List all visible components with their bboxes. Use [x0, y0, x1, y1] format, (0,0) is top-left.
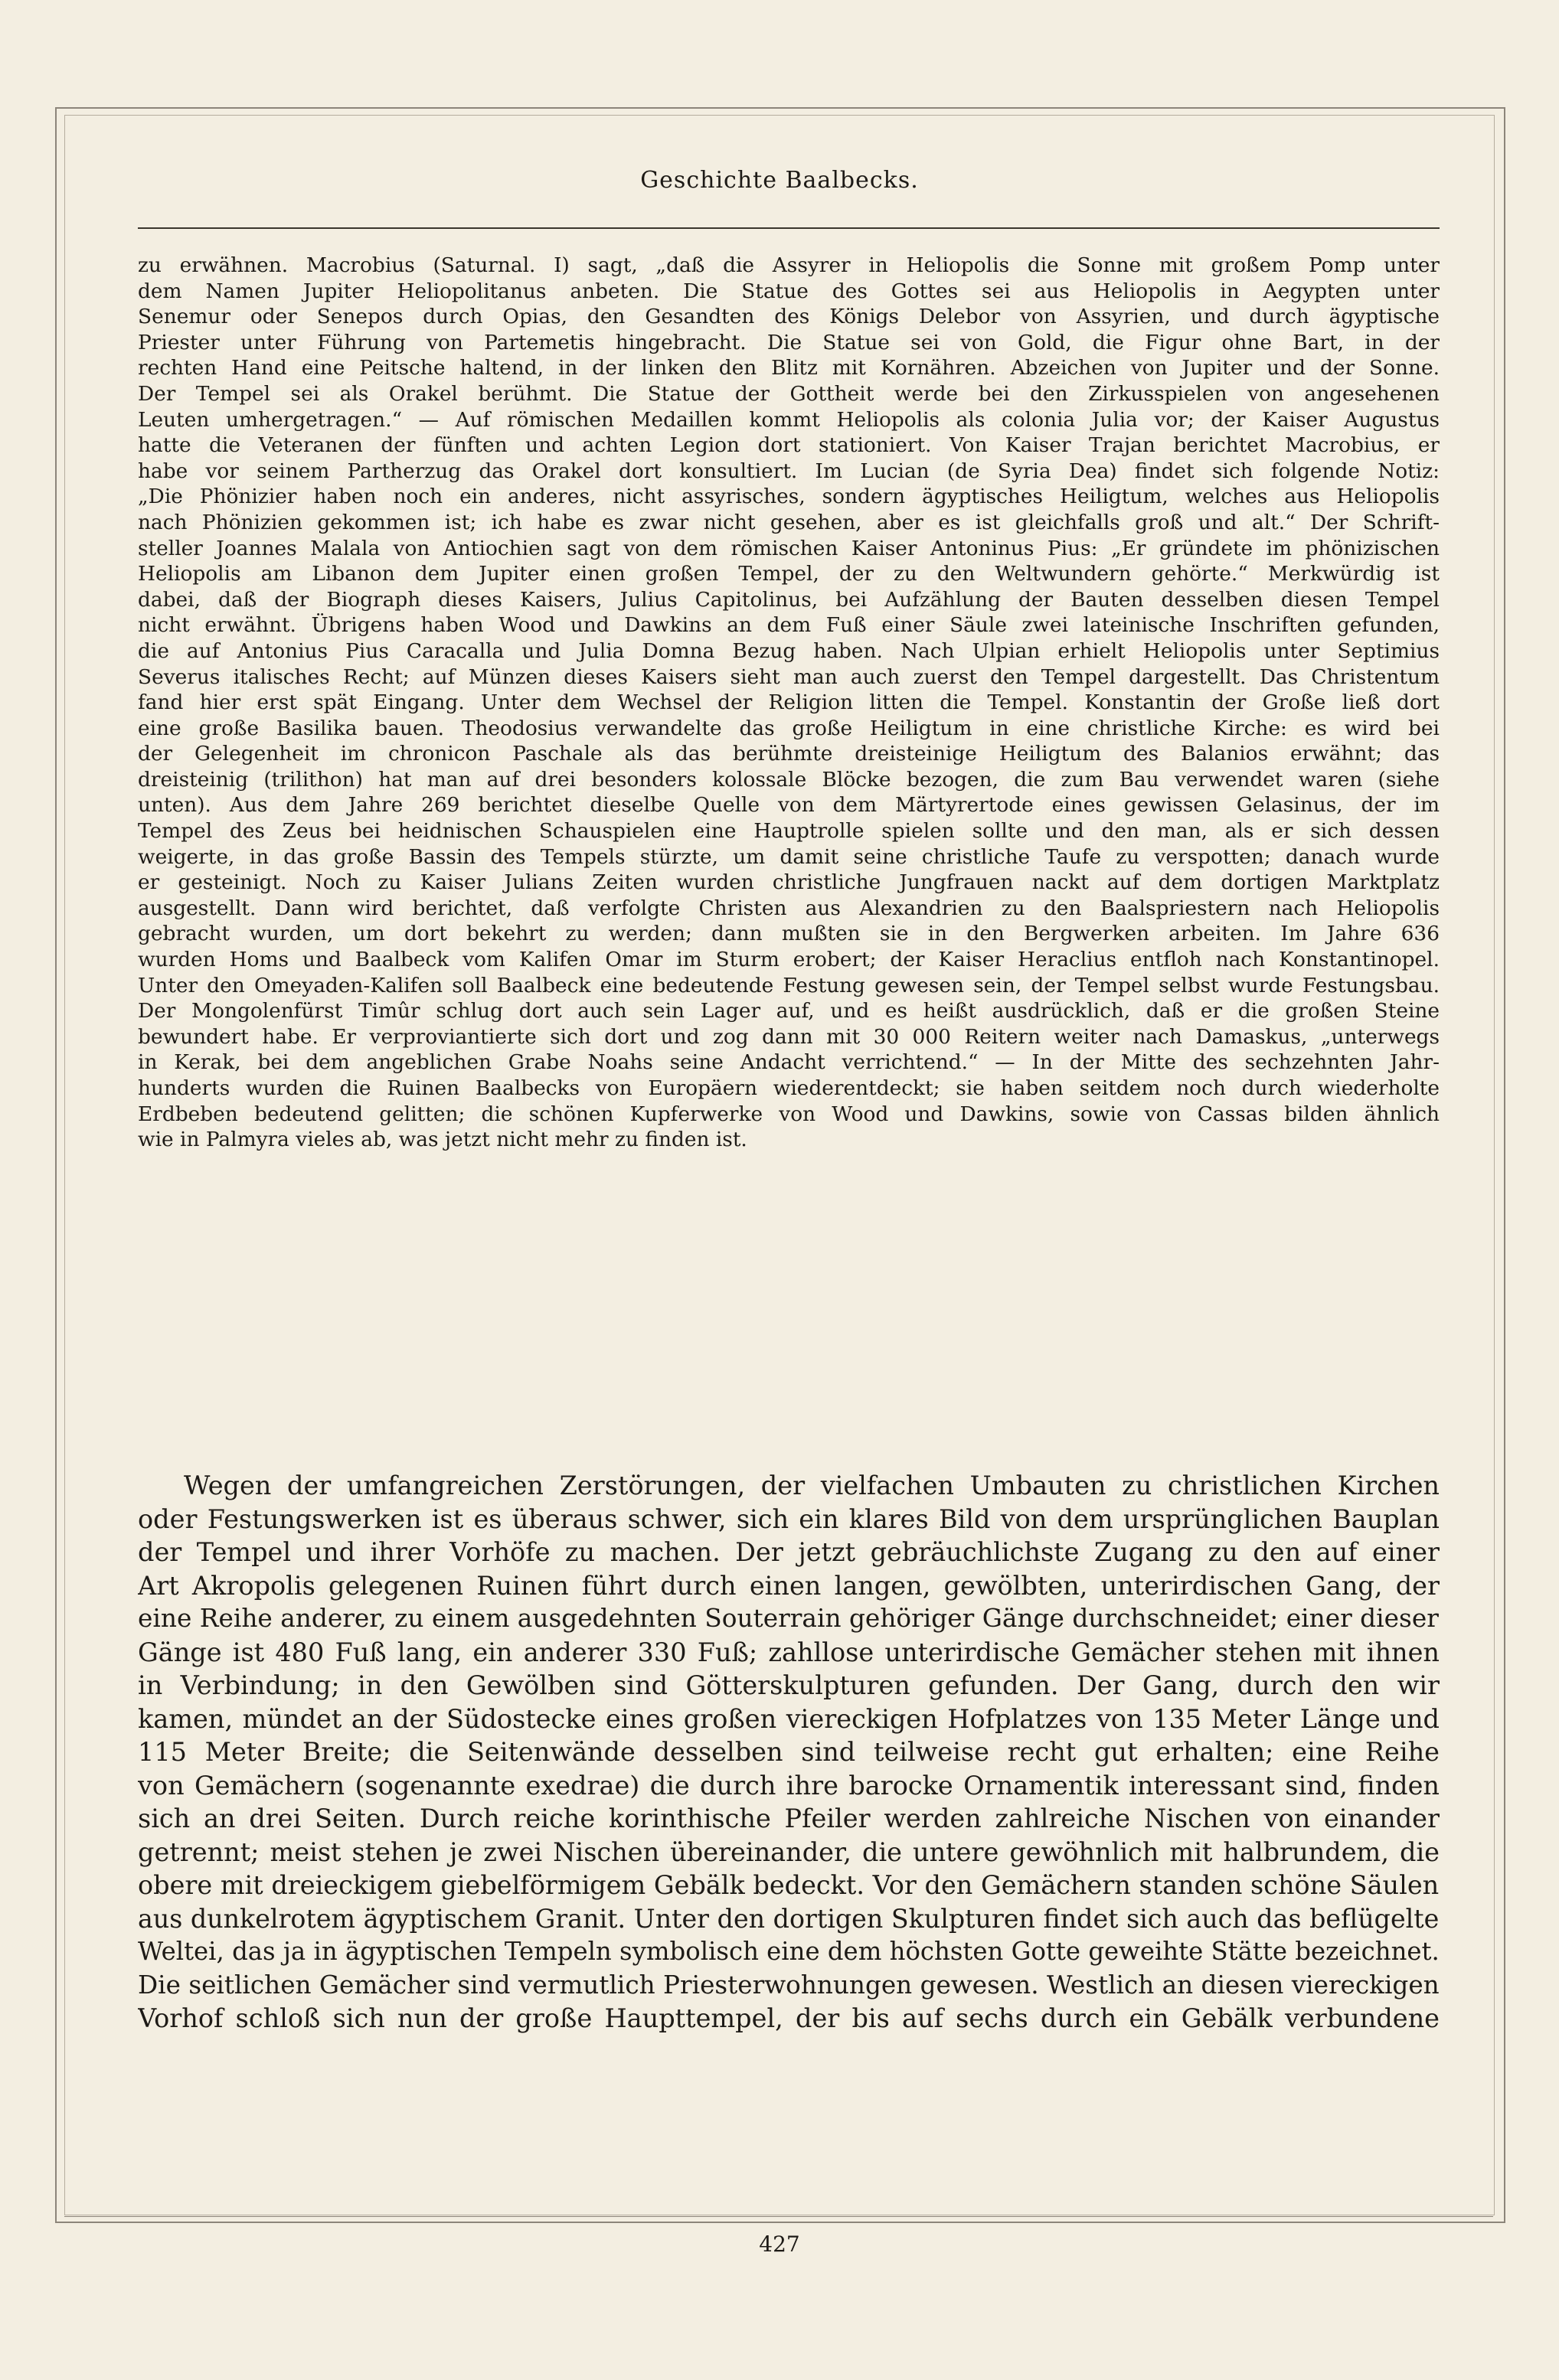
footnote-line: Senemur oder Senepos durch Opias, den Gesandten des Königs Delebor von Assyrien, und durch ägyptische: [138, 305, 1440, 329]
footnote-line: die auf Antonius Pius Caracalla und Julia Domna Bezug haben. Nach Ulpian erhielt Heliopolis unter Septimius: [138, 638, 1440, 663]
body-line: Wegen der umfangreichen Zerstörungen, der vielfachen Umbauten zu christlichen Kirchen: [184, 1471, 1440, 1500]
footnote-line: Der Mongolenfürst Timûr schlug dort auch sein Lager auf, und es heißt ausdrücklich, daß er die großen Steine: [138, 999, 1440, 1023]
footnote-line: hunderts wurden die Ruinen Baalbecks von Europäern wiederentdeckt; sie haben seitdem noch durch wiederholte: [138, 1076, 1440, 1100]
footnote-line: „Die Phönizier haben noch ein anderes, nicht assyrisches, sondern ägyptisches Heiligtum, welches aus Heliopolis: [138, 485, 1440, 509]
body-line: Vorhof schloß sich nun der große Haupttempel, der bis auf sechs durch ein Gebälk verbundene: [138, 2003, 1440, 2033]
body-line: oder Festungswerken ist es überaus schwer, sich ein klares Bild von dem ursprünglichen Bauplan: [138, 1503, 1440, 1534]
footnote-line: er gesteinigt. Noch zu Kaiser Julians Zeiten wurden christliche Jungfrauen nackt auf dem dortigen Marktplatz: [138, 870, 1440, 895]
footnote-line: Unter den Omeyaden-Kalifen soll Baalbeck eine bedeutende Festung gewesen sein, der Tempel selbst wurde Festungsbau.: [138, 973, 1440, 997]
footnote-line: Der Tempel sei als Orakel berühmt. Die Statue der Gottheit werde bei den Zirkusspielen von angesehenen: [138, 381, 1440, 406]
footnote-line: Priester unter Führung von Partemetis hingebracht. Die Statue sei von Gold, die Figur ohne Bart, in der: [138, 330, 1440, 354]
body-line: Die seitlichen Gemächer sind vermutlich Priesterwohnungen gewesen. Westlich an diesen viereckigen: [138, 1970, 1440, 2000]
footnote-line: dem Namen Jupiter Heliopolitanus anbeten. Die Statue des Gottes sei aus Heliopolis in Aegypten unter: [138, 279, 1440, 303]
footnote-line: dreisteinig (trilithon) hat man auf drei besonders kolossale Blöcke bezogen, die zum Bau verwendet waren (siehe: [138, 767, 1440, 792]
body-line: eine Reihe anderer, zu einem ausgedehnten Souterrain gehöriger Gänge durchschneidet; einer dieser: [138, 1604, 1439, 1633]
running-head: Geschichte Baalbecks.: [640, 167, 919, 194]
footnote-line: in Kerak, bei dem angeblichen Grabe Noahs seine Andacht verrichtend.“ — In der Mitte des sechzehnten Jahr-: [138, 1050, 1440, 1075]
footnote-line: wie in Palmyra vieles ab, was jetzt nicht mehr zu finden ist.: [138, 1128, 747, 1152]
body-line: aus dunkelrotem ägyptischem Granit. Unter den dortigen Skulpturen findet sich auch das beflügelte: [138, 1903, 1440, 1934]
footnote-line: bewundert habe. Er verproviantierte sich dort und zog dann mit 30 000 Reitern weiter nach Damaskus, „unterwegs: [138, 1024, 1440, 1049]
body-line: in Verbindung; in den Gewölben sind Götterskulpturen gefunden. Der Gang, durch den wir: [138, 1670, 1440, 1700]
footnote-line: weigerte, in das große Bassin des Tempels stürzte, um damit seine christliche Taufe zu verspotten; danach wurde: [138, 844, 1440, 869]
body-line: von Gemächern (sogenannte exedrae) die durch ihre barocke Ornamentik interessant sind, finden: [138, 1770, 1440, 1801]
footnote-line: unten). Aus dem Jahre 269 berichtet dieselbe Quelle von dem Märtyrertode eines gewissen Gelasinus, der im: [138, 793, 1440, 818]
body-line: sich an drei Seiten. Durch reiche korinthische Pfeiler werden zahlreiche Nischen von einander: [138, 1804, 1440, 1833]
footnote-line: nach Phönizien gekommen ist; ich habe es zwar nicht gesehen, aber es ist gleichfalls groß und alt.“ Der Schrift-: [138, 510, 1440, 534]
footnote-block: [138, 253, 1440, 1153]
body-line: Art Akropolis gelegenen Ruinen führt durch einen langen, gewölbten, unterirdischen Gang, der: [138, 1570, 1440, 1601]
footnote-line: wurden Homs und Baalbeck vom Kalifen Omar im Sturm erobert; der Kaiser Heraclius entfloh nach Konstantinopel.: [138, 948, 1440, 972]
footnote-line: Erdbeben bedeutend gelitten; die schönen Kupferwerke von Wood und Dawkins, sowie von Cassas bilden ähnlich: [138, 1102, 1440, 1126]
footnote-line: habe vor seinem Partherzug das Orakel dort konsultiert. Im Lucian (de Syria Dea) findet sich folgende Notiz:: [138, 459, 1440, 483]
footnote-line: der Gelegenheit im chronicon Paschale als das berühmte dreisteinige Heiligtum des Balanios erwähnt; das: [138, 742, 1440, 766]
footnote-line: Heliopolis am Libanon dem Jupiter einen großen Tempel, der zu den Weltwundern gehörte.“ Merkwürdig ist: [138, 562, 1440, 586]
body-line: Weltei, das ja in ägyptischen Tempeln symbolisch eine dem höchsten Gotte geweihte Stätte bezeichnet.: [138, 1937, 1440, 1966]
body-line: 115 Meter Breite; die Seitenwände desselben sind teilweise recht gut erhalten; eine Reihe: [138, 1737, 1440, 1767]
footnote-line: dabei, daß der Biograph dieses Kaisers, Julius Capitolinus, bei Aufzählung der Bauten desselben diesen Tempel: [138, 587, 1440, 612]
footnote-line: hatte die Veteranen der fünften und achten Legion dort stationiert. Von Kaiser Trajan berichtet Macrobius, er: [138, 433, 1440, 458]
body-text-block: [138, 1469, 1440, 2036]
footnote-line: Leuten umhergetragen.“ — Auf römischen Medaillen kommt Heliopolis als colonia Julia vor; der Kaiser Augustus: [138, 407, 1440, 432]
footnote-line: Tempel des Zeus bei heidnischen Schauspielen eine Hauptrolle spielen sollte und den man, als er sich dessen: [138, 819, 1440, 844]
body-line: Gänge ist 480 Fuß lang, ein anderer 330 Fuß; zahllose unterirdische Gemächer stehen mit ihnen: [138, 1637, 1440, 1667]
body-line: der Tempel und ihrer Vorhöfe zu machen. Der jetzt gebräuchlichste Zugang zu den auf einer: [138, 1537, 1440, 1567]
footnote-line: rechten Hand eine Peitsche haltend, in der linken den Blitz mit Kornähren. Abzeichen von Jupiter und der Sonne.: [138, 356, 1440, 380]
footnote-line: ausgestellt. Dann wird berichtet, daß verfolgte Christen aus Alexandrien zu den Baalspriestern nach Heliopolis: [138, 896, 1440, 920]
footer-rule: [64, 2216, 1493, 2217]
body-line: kamen, mündet an der Südostecke eines großen viereckigen Hofplatzes von 135 Meter Länge und: [138, 1703, 1440, 1734]
footnote-line: nicht erwähnt. Übrigens haben Wood und Dawkins an dem Fuß einer Säule zwei lateinische Inschriften gefunden,: [138, 613, 1440, 638]
footnote-line: zu erwähnen. Macrobius (Saturnal. I) sagt, „daß die Assyrer in Heliopolis die Sonne mit großem Pomp unter: [138, 253, 1440, 277]
footnote-line: steller Joannes Malala von Antiochien sagt von dem römischen Kaiser Antoninus Pius: „Er gründete im phönizischen: [138, 536, 1440, 560]
footnote-line: eine große Basilika bauen. Theodosius verwandelte das große Heiligtum in eine christliche Kirche: es wird bei: [138, 716, 1440, 740]
footnote-line: fand hier erst spät Eingang. Unter dem Wechsel der Religion litten die Tempel. Konstantin der Große ließ dort: [138, 690, 1440, 715]
page-number: 427: [759, 2231, 800, 2257]
body-line: getrennt; meist stehen je zwei Nischen übereinander, die untere gewöhnlich mit halbrundem, die: [138, 1836, 1440, 1867]
header-rule: [138, 227, 1440, 229]
footnote-line: gebracht wurden, um dort bekehrt zu werden; dann mußten sie in den Bergwerken arbeiten. Im Jahre 636: [138, 922, 1440, 946]
body-line: obere mit dreieckigem giebelförmigem Gebälk bedeckt. Vor den Gemächern standen schöne Säulen: [138, 1870, 1440, 1900]
footnote-line: Severus italisches Recht; auf Münzen dieses Kaisers sieht man auch zuerst den Tempel dargestellt. Das Christentum: [138, 664, 1440, 689]
